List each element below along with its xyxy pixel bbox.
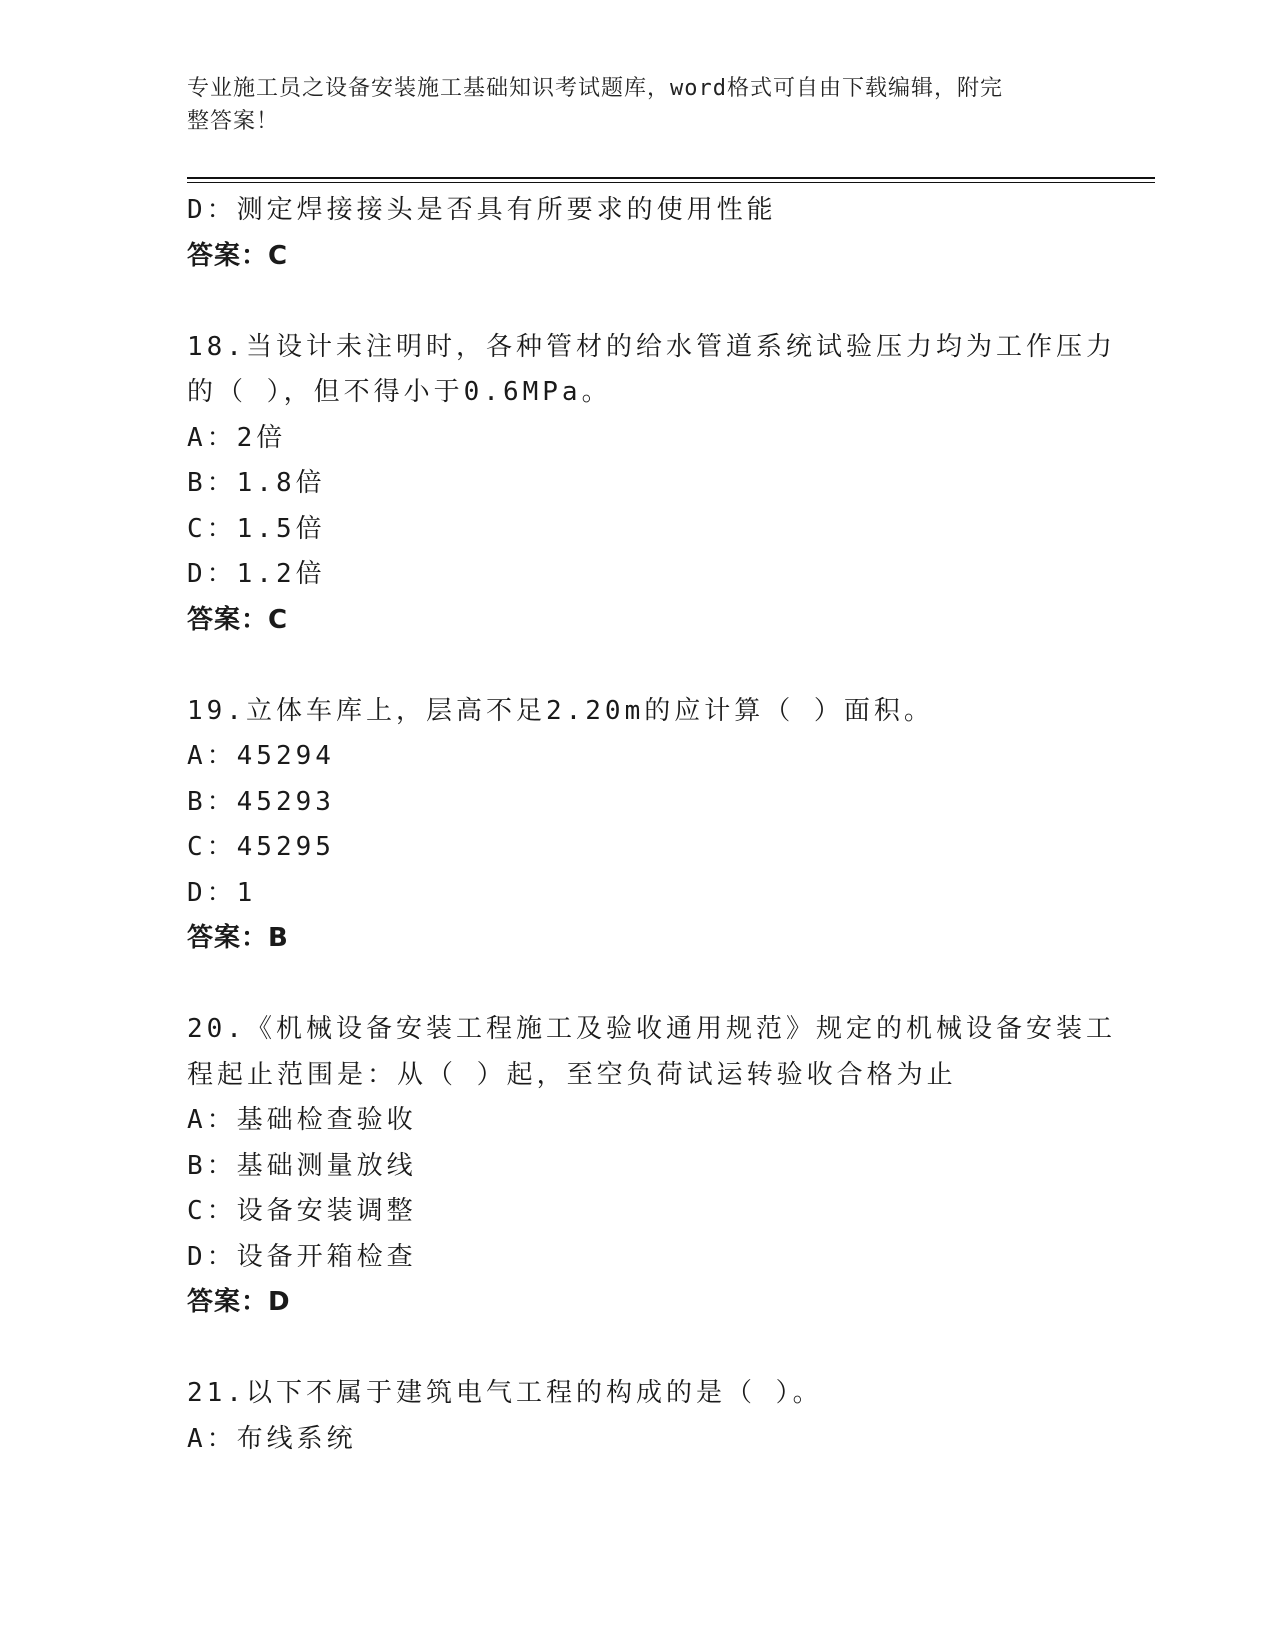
header-divider-thick: [187, 177, 1155, 179]
option-d: D：测定焊接接头是否具有所要求的使用性能: [187, 195, 777, 225]
question-stem-line-1: 20.《机械设备安装工程施工及验收通用规范》规定的机械设备安装工: [187, 1014, 1116, 1044]
question-19: [187, 689, 1087, 962]
question-stem-line-2: 的（ ），但不得小于0.6MPa。: [187, 377, 612, 407]
question-stem-line-1: 21.以下不属于建筑电气工程的构成的是（ ）。: [187, 1378, 823, 1408]
question-stem-line-1: 18.当设计未注明时，各种管材的给水管道系统试验压力均为工作压力: [187, 331, 1116, 362]
answer: 答案：B: [187, 923, 289, 953]
answer: 答案：C: [187, 240, 289, 271]
option-d: D：1: [187, 877, 257, 908]
option-a: A：45294: [187, 741, 335, 771]
option-d: D：设备开箱检查: [187, 1241, 417, 1272]
question-18: [187, 325, 1116, 644]
question-17-tail: [187, 188, 1087, 279]
option-c: C：1.5倍: [187, 513, 326, 544]
question-stem-line-2: 程起止范围是：从（ ）起，至空负荷试运转验收合格为止: [187, 1059, 957, 1090]
header-line-2: 整答案！: [187, 109, 280, 134]
question-list: [187, 188, 1116, 1462]
question-21: [187, 1371, 1087, 1462]
answer: 答案：C: [187, 604, 289, 635]
option-c: C：设备安装调整: [187, 1196, 417, 1226]
option-b: B：基础测量放线: [187, 1150, 417, 1181]
answer: 答案：D: [187, 1287, 291, 1317]
question-20: [187, 1007, 1116, 1326]
option-a: A：2倍: [187, 422, 287, 453]
option-c: C：45295: [187, 832, 335, 862]
header-divider-thin: [187, 182, 1155, 183]
option-a: A：基础检查验收: [187, 1105, 417, 1135]
option-d: D：1.2倍: [187, 559, 326, 589]
option-b: B：1.8倍: [187, 468, 326, 498]
question-stem-line-1: 19.立体车库上，层高不足2.20m的应计算（ ）面积。: [187, 695, 934, 726]
option-a: A：布线系统: [187, 1423, 357, 1454]
document-header: [187, 72, 1067, 138]
header-line-1: 专业施工员之设备安装施工基础知识考试题库，word格式可自由下载编辑，附完: [187, 76, 1003, 101]
option-b: B：45293: [187, 786, 335, 817]
